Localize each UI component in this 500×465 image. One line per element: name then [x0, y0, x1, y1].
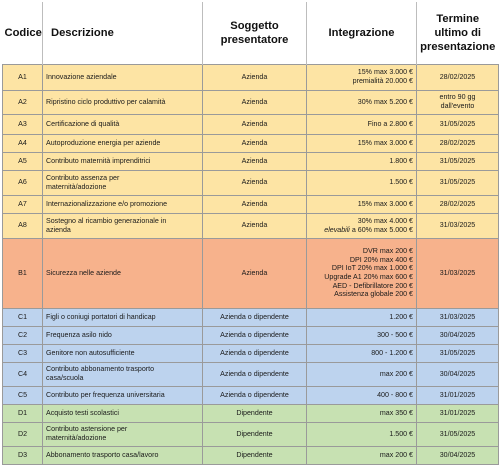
cell-descrizione [43, 386, 203, 404]
termine-line: 30/04/2025 [439, 330, 476, 339]
cell-integrazione [307, 238, 417, 308]
cell-integrazione [307, 213, 417, 238]
table-row [3, 362, 499, 386]
integrazione-text: premialità 20.000 € [352, 77, 413, 85]
integrazione-text: Upgrade A1 20% max 600 € [324, 273, 413, 281]
descrizione-line: Contributo maternità imprenditrici [46, 156, 151, 165]
integrazione-text: max 350 € [379, 408, 413, 417]
termine-line: 31/05/2025 [439, 119, 476, 128]
cell-descrizione [43, 308, 203, 326]
cell-codice: B1 [3, 238, 43, 308]
cell-integrazione [307, 114, 417, 134]
cell-termine [417, 134, 499, 152]
cell-codice: A2 [3, 90, 43, 114]
integrazione-text: 1.500 € [389, 429, 413, 438]
integrazione-line [310, 200, 413, 209]
integrazione-text: 15% max 3.000 € [357, 199, 413, 208]
cell-integrazione [307, 344, 417, 362]
header-descrizione: Descrizione [43, 2, 203, 64]
cell-soggetto: Azienda o dipendente [203, 308, 307, 326]
cell-integrazione [307, 386, 417, 404]
termine-line: 31/05/2025 [439, 348, 476, 357]
cell-descrizione [43, 446, 203, 464]
cell-integrazione [307, 308, 417, 326]
cell-termine [417, 90, 499, 114]
termine-line: 31/05/2025 [439, 156, 476, 165]
integrazione-line [310, 264, 413, 273]
cell-codice: C5 [3, 386, 43, 404]
cell-descrizione [43, 344, 203, 362]
cell-soggetto: Azienda [203, 134, 307, 152]
cell-integrazione [307, 134, 417, 152]
cell-termine [417, 114, 499, 134]
table-row [3, 446, 499, 464]
cell-integrazione [307, 422, 417, 446]
integrazione-text: 400 - 800 € [377, 390, 413, 399]
cell-termine [417, 64, 499, 90]
table-row [3, 213, 499, 238]
integrazione-text: DPI 20% max 400 € [349, 255, 413, 264]
cell-codice: A4 [3, 134, 43, 152]
cell-descrizione [43, 64, 203, 90]
header-soggetto [203, 2, 307, 64]
integrazione-text: 15% max 3.000 € [357, 138, 413, 147]
termine-line: 31/01/2025 [439, 390, 476, 399]
integrazione-line [310, 68, 413, 77]
table-row [3, 404, 499, 422]
cell-soggetto: Azienda [203, 90, 307, 114]
integrazione-text: max 200 € [379, 450, 413, 459]
integrazione-line [310, 273, 413, 282]
integrazione-text: Assistenza globale 200 € [334, 290, 413, 299]
cell-descrizione [43, 114, 203, 134]
termine-line: 31/03/2025 [439, 268, 476, 277]
cell-descrizione [43, 213, 203, 238]
descrizione-line: Contributo abbonamento trasporto [46, 365, 155, 374]
integrazione-line [310, 282, 413, 291]
cell-soggetto: Dipendente [203, 422, 307, 446]
cell-termine [417, 326, 499, 344]
cell-integrazione [307, 64, 417, 90]
cell-integrazione [307, 404, 417, 422]
integrazione-line [310, 247, 413, 256]
cell-codice: D2 [3, 422, 43, 446]
cell-termine [417, 422, 499, 446]
termine-line: 28/02/2025 [439, 199, 476, 208]
cell-termine [417, 152, 499, 170]
cell-soggetto: Azienda [203, 195, 307, 213]
integrazione-line [310, 77, 413, 86]
termine-line: 28/02/2025 [439, 138, 476, 147]
descrizione-line: azienda [46, 225, 71, 234]
table-row [3, 344, 499, 362]
cell-termine [417, 386, 499, 404]
cell-descrizione [43, 362, 203, 386]
table-row [3, 170, 499, 195]
table-body [3, 64, 499, 464]
header-codice: Codice [4, 26, 42, 39]
descrizione-line: Internazionalizzazione e/o promozione [46, 199, 168, 208]
contributions-table [2, 2, 499, 465]
integrazione-line [310, 256, 413, 265]
integrazione-text: 30% max 5.200 € [357, 97, 413, 106]
termine-line: 31/05/2025 [439, 429, 476, 438]
cell-codice: D3 [3, 446, 43, 464]
descrizione-line: Sicurezza nelle aziende [46, 268, 121, 277]
cell-codice: D1 [3, 404, 43, 422]
termine-line: entro 90 gg [439, 93, 476, 102]
termine-line: dall'evento [440, 102, 475, 110]
descrizione-line: Ripristino ciclo produttivo per calamità [46, 97, 166, 106]
cell-descrizione [43, 170, 203, 195]
cell-termine [417, 362, 499, 386]
cell-codice: A1 [3, 64, 43, 90]
table-row [3, 308, 499, 326]
termine-line: 30/04/2025 [439, 369, 476, 378]
table-header [3, 2, 499, 64]
cell-soggetto: Azienda [203, 64, 307, 90]
integrazione-text: Fino a 2.800 € [367, 119, 413, 128]
termine-line: 30/04/2025 [439, 450, 476, 459]
descrizione-line: Abbonamento trasporto casa/lavoro [46, 450, 159, 459]
integrazione-line [310, 98, 413, 107]
integrazione-line [310, 157, 413, 166]
header-termine-line: Termine [436, 12, 480, 25]
cell-termine [417, 404, 499, 422]
integrazione-line [310, 139, 413, 148]
integrazione-text: 15% max 3.000 € [357, 68, 413, 77]
cell-integrazione [307, 446, 417, 464]
cell-descrizione [43, 326, 203, 344]
cell-integrazione [307, 90, 417, 114]
cell-soggetto: Azienda [203, 213, 307, 238]
integrazione-line [310, 313, 413, 322]
integrazione-line [310, 217, 413, 226]
cell-soggetto: Azienda o dipendente [203, 386, 307, 404]
cell-soggetto: Azienda [203, 152, 307, 170]
cell-codice: A8 [3, 213, 43, 238]
cell-descrizione [43, 90, 203, 114]
cell-termine [417, 195, 499, 213]
integrazione-text: a 60% max 5.000 € [349, 225, 413, 234]
integrazione-line [310, 451, 413, 460]
termine-line: 31/03/2025 [439, 221, 476, 230]
cell-soggetto: Azienda o dipendente [203, 344, 307, 362]
cell-descrizione [43, 195, 203, 213]
cell-descrizione [43, 134, 203, 152]
table-row [3, 64, 499, 90]
descrizione-line: Genitore non autosufficiente [46, 348, 135, 357]
cell-termine [417, 446, 499, 464]
cell-soggetto: Azienda [203, 114, 307, 134]
cell-descrizione [43, 238, 203, 308]
cell-integrazione [307, 170, 417, 195]
header-row [3, 2, 499, 64]
cell-integrazione [307, 152, 417, 170]
cell-soggetto: Azienda [203, 170, 307, 195]
integrazione-text: max 200 € [379, 369, 413, 378]
descrizione-line: Frequenza asilo nido [46, 330, 112, 339]
descrizione-line: Sostegno al ricambio generazionale in [46, 216, 167, 225]
cell-termine [417, 170, 499, 195]
header-termine-line: presentazione [420, 40, 496, 53]
table-row [3, 422, 499, 446]
cell-codice: A3 [3, 114, 43, 134]
cell-integrazione [307, 195, 417, 213]
integrazione-line [310, 391, 413, 400]
integrazione-line [310, 370, 413, 379]
termine-line: 28/02/2025 [439, 72, 476, 81]
integrazione-line [310, 349, 413, 358]
integrazione-line [310, 409, 413, 418]
table-row [3, 326, 499, 344]
table-row [3, 238, 499, 308]
cell-codice: C4 [3, 362, 43, 386]
cell-descrizione [43, 152, 203, 170]
header-soggetto-line: Soggetto [230, 19, 279, 32]
integrazione-text: AED - Defibrillatore 200 € [332, 281, 413, 290]
cell-codice: A7 [3, 195, 43, 213]
descrizione-line: maternità/adozione [46, 182, 107, 191]
integrazione-text: 800 - 1.200 € [371, 348, 413, 357]
cell-soggetto: Dipendente [203, 404, 307, 422]
cell-soggetto: Azienda o dipendente [203, 362, 307, 386]
cell-descrizione [43, 404, 203, 422]
cell-termine [417, 308, 499, 326]
integrazione-text: 1.200 € [389, 312, 413, 321]
integrazione-line [310, 178, 413, 187]
cell-integrazione [307, 362, 417, 386]
header-termine-line: ultimo di [434, 26, 482, 39]
descrizione-line: Acquisto testi scolastici [46, 408, 119, 417]
table-row [3, 386, 499, 404]
integrazione-text: elevabili [324, 225, 350, 234]
descrizione-line: Contributo assenza per [46, 173, 120, 182]
termine-line: 31/03/2025 [439, 312, 476, 321]
cell-soggetto: Dipendente [203, 446, 307, 464]
descrizione-line: Innovazione aziendale [46, 72, 117, 81]
integrazione-line [310, 331, 413, 340]
integrazione-line [310, 290, 413, 299]
cell-codice: C3 [3, 344, 43, 362]
cell-termine [417, 238, 499, 308]
table-row [3, 114, 499, 134]
cell-termine [417, 344, 499, 362]
cell-codice: C2 [3, 326, 43, 344]
termine-line: 31/05/2025 [439, 178, 476, 187]
cell-descrizione [43, 422, 203, 446]
table-row [3, 90, 499, 114]
integrazione-text: 1.500 € [389, 178, 413, 187]
descrizione-line: maternità/adozione [46, 434, 107, 442]
cell-soggetto: Azienda [203, 238, 307, 308]
descrizione-line: Figli o coniugi portatori di handicap [46, 312, 156, 321]
cell-soggetto: Azienda o dipendente [203, 326, 307, 344]
cell-codice: C1 [3, 308, 43, 326]
cell-integrazione [307, 326, 417, 344]
header-termine [417, 2, 499, 64]
termine-line: 31/01/2025 [439, 408, 476, 417]
cell-termine [417, 213, 499, 238]
integrazione-text: 1.800 € [389, 156, 413, 165]
integrazione-line [310, 120, 413, 129]
descrizione-line: Certificazione di qualità [46, 119, 120, 128]
integrazione-text: 300 - 500 € [377, 330, 413, 339]
cell-codice: A6 [3, 170, 43, 195]
table-row [3, 195, 499, 213]
integrazione-text: DPI IoT 20% max 1.000 € [331, 264, 413, 273]
integrazione-line [310, 430, 413, 439]
table-row [3, 134, 499, 152]
descrizione-line: Contributo astensione per [46, 425, 128, 434]
integrazione-text: DVR max 200 € [362, 247, 413, 256]
cell-codice: A5 [3, 152, 43, 170]
descrizione-line: Autoproduzione energia per aziende [46, 138, 161, 147]
header-integrazione: Integrazione [307, 2, 417, 64]
descrizione-line: Contributo per frequenza universitaria [46, 390, 165, 399]
table-row [3, 152, 499, 170]
integrazione-line [310, 226, 413, 235]
descrizione-line: casa/scuola [46, 374, 84, 382]
integrazione-text: 30% max 4.000 € [357, 216, 413, 225]
header-soggetto-line: presentatore [220, 33, 289, 46]
